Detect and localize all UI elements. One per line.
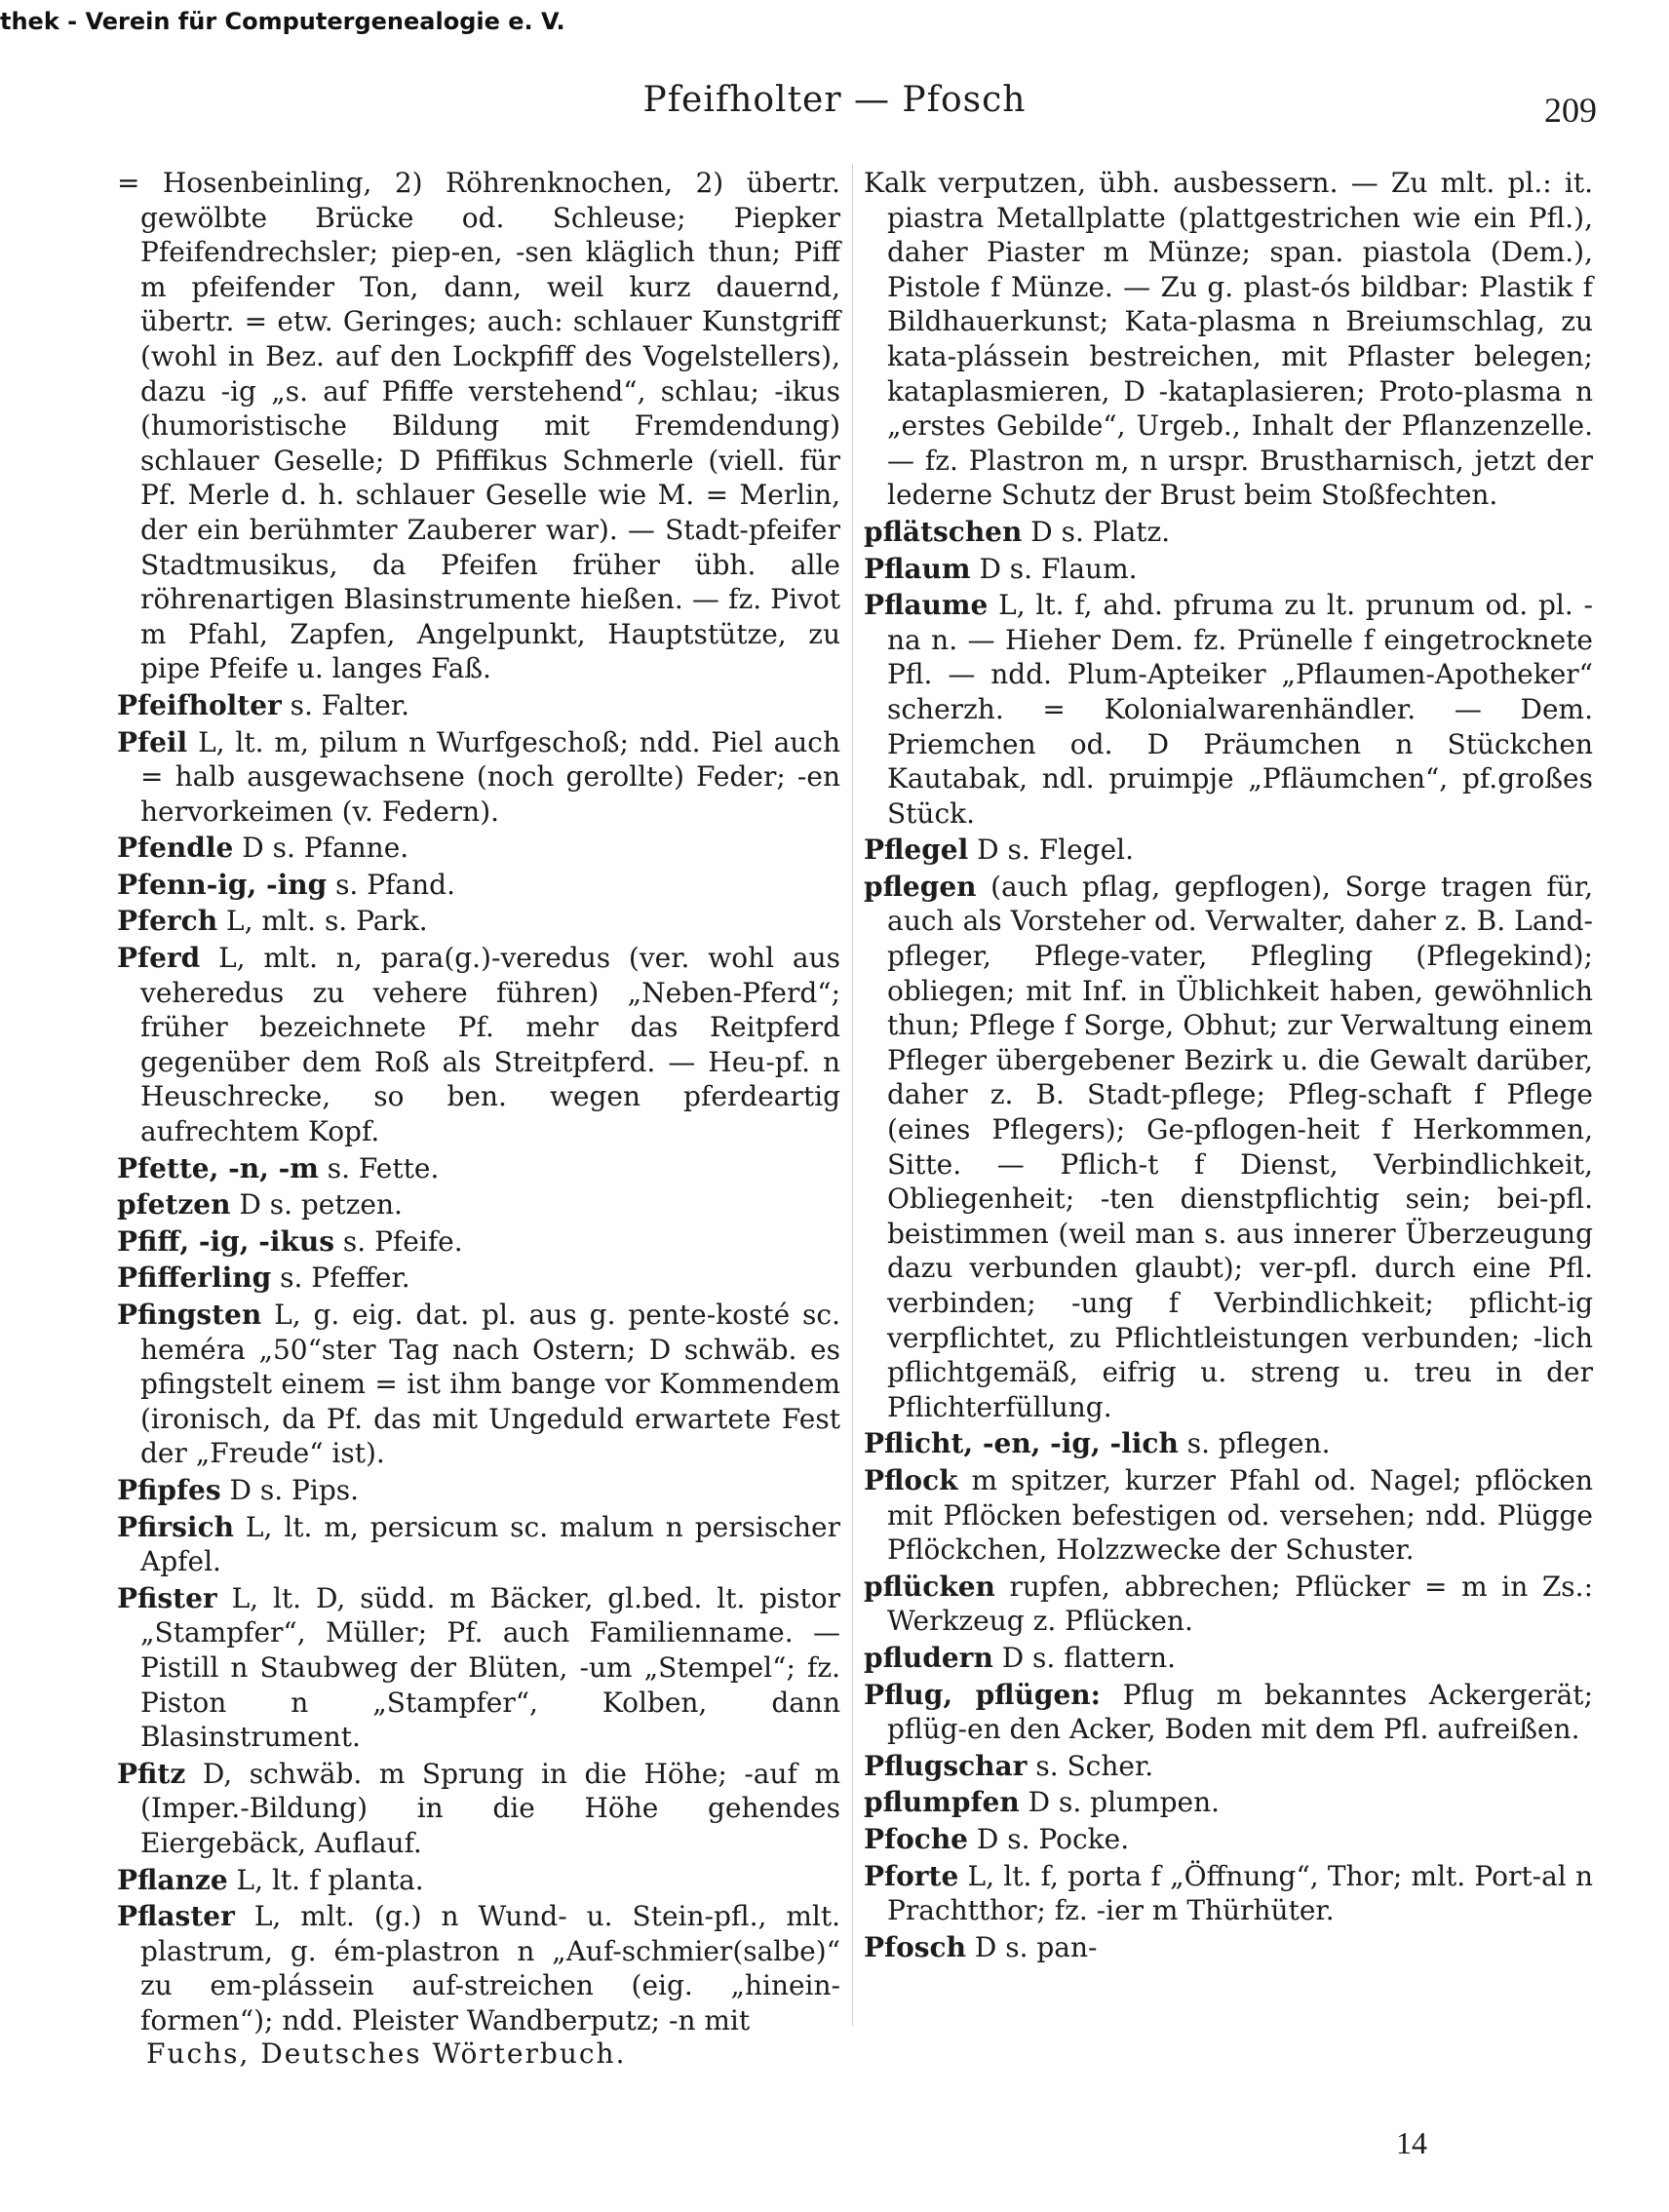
entry-headword: pfludern	[864, 1641, 993, 1674]
dictionary-entry	[117, 1224, 840, 1260]
entry-headword: Pflugschar	[864, 1749, 1028, 1782]
dictionary-entry	[117, 1151, 840, 1186]
dictionary-entry	[864, 1749, 1593, 1784]
entry-headword: Pfirsich	[117, 1510, 234, 1543]
entry-definition: (auch pflag, gepflogen), Sorge tragen für, auch als Vorsteher od. Verwalter, daher z. B. Land-pfleger, Pflege-vater, Pflegling (Pflegekind); obliegen; mit Inf. in Üblichkeit haben, gewöhnlich thun; Pflege f Sorge, Obhut; zur Verwaltung einem Pfleger übergebener Bezirk u. die Gewalt darüber, daher z. B. Stadt-pflege; Pfleg-schaft f Pflege (eines Pflegers); Ge-pflogen-heit f Herkommen, Sitte. — Pflich-t f Dienst, Verbindlichkeit, Obliegenheit; -ten dienstpflichtig sein; bei-pfl. beistimmen (weil man s. aus innerer Überzeugung dazu verbunden glaubt); ver-pfl. durch eine Pfl. verbinden; -ung f Verbindlichkeit; pflicht-ig verpflichtet, zu Pflichtleistungen verbunden; -lich pflichtgemäß, eifrig u. streng u. treu in der Pflichterfüllung.	[887, 870, 1593, 1423]
dictionary-entry	[117, 1757, 840, 1861]
dictionary-entry	[864, 1930, 1593, 1965]
entry-definition: s. Pfeife.	[342, 1224, 463, 1258]
sheet-number: 14	[1396, 2125, 1427, 2160]
dictionary-entry	[864, 833, 1593, 868]
dictionary-entry	[117, 1261, 840, 1296]
entry-definition: D s. pan-	[974, 1930, 1098, 1963]
dictionary-entry	[117, 1510, 840, 1579]
entry-headword: pflegen	[864, 870, 977, 903]
entry-definition: D s. Pocke.	[976, 1822, 1130, 1855]
entry-headword: Pfipfes	[117, 1473, 221, 1506]
entry-definition: L, lt. m, persicum sc. malum n persischer Apfel.	[140, 1510, 840, 1578]
entry-definition: s. pflegen.	[1186, 1427, 1331, 1460]
entry-definition: s. Fette.	[327, 1151, 440, 1184]
entry-definition: D s. Pfanne.	[242, 832, 409, 865]
entry-headword: Pflaume	[864, 589, 989, 622]
page-number: 209	[1544, 91, 1597, 130]
entry-headword: Pfifferling	[117, 1261, 272, 1295]
entry-headword: Pflicht, -en, -ig, -lich	[864, 1427, 1179, 1460]
entry-headword: pflücken	[864, 1570, 995, 1603]
dictionary-entry	[864, 1463, 1593, 1568]
entry-headword: pflätschen	[864, 515, 1023, 548]
dictionary-entry	[864, 515, 1593, 550]
entry-headword: Pfenn-ig, -ing	[117, 868, 328, 901]
entry-headword: Pflug, pflügen:	[864, 1678, 1101, 1711]
entry-headword: Pfingsten	[117, 1299, 262, 1331]
entry-headword: Pfoche	[864, 1822, 968, 1855]
left-column	[117, 166, 840, 2039]
entry-headword: Pfitz	[117, 1757, 186, 1790]
entry-definition: = Hosenbeinling, 2) Röhrenknochen, 2) übertr. gewölbte Brücke od. Schleuse; Piepker Pfeifendrechsler; piep-en, -sen kläglich thun; Piff m pfeifender Ton, dann, weil kurz dauernd, übertr. = etw. Geringes; auch: schlauer Kunstgriff (wohl in Bez. auf den Lockpfiff des Vogelstellers), dazu -ig „s. auf Pfiffe verstehend“, schlau; -ikus (humoristische Bildung mit Fremdendung) schlauer Geselle; D Pfiffikus Schmerle (viell. für Pf. Merle d. h. schlauer Geselle wie M. = Merlin, der ein berühmter Zauberer war). — Stadt-pfeifer Stadtmusikus, da Pfeifen früher übh. alle röhrenartigen Blasinstrumente hießen. — fz. Pivot m Pfahl, Zapfen, Angelpunkt, Hauptstütze, zu pipe Pfeife u. langes Faß.	[117, 167, 840, 685]
dictionary-entry	[117, 1473, 840, 1508]
dictionary-entry	[864, 166, 1593, 513]
entry-headword: Pfister	[117, 1581, 217, 1614]
dictionary-entry	[117, 1899, 840, 2037]
entry-definition: s. Pfand.	[335, 868, 455, 901]
entry-definition: D s. plumpen.	[1028, 1786, 1221, 1819]
entry-definition: D s. flattern.	[1001, 1641, 1176, 1674]
entry-headword: Pforte	[864, 1859, 959, 1892]
entry-headword: Pferd	[117, 942, 201, 975]
entry-definition: D s. Platz.	[1030, 515, 1171, 548]
dictionary-entry	[117, 941, 840, 1149]
column-divider	[852, 164, 853, 2026]
entry-definition: D s. Flegel.	[977, 834, 1134, 867]
dictionary-entry	[117, 1863, 840, 1898]
entry-definition: L, lt. f planta.	[236, 1863, 424, 1896]
entry-headword: Pferch	[117, 905, 218, 938]
dictionary-entry	[864, 1570, 1593, 1639]
entry-headword: Pfette, -n, -m	[117, 1151, 319, 1184]
dictionary-entry	[117, 1298, 840, 1471]
dictionary-entry	[864, 1641, 1593, 1676]
entry-definition: L, g. eig. dat. pl. aus g. pente-kosté sc. heméra „50“ster Tag nach Ostern; D schwäb. es pfingstelt einem = ist ihm bange vor Kommendem (ironisch, da Pf. das mit Ungeduld erwartete Fest der „Freude“ ist).	[140, 1299, 840, 1470]
entry-definition: L, lt. f, ahd. pfruma zu lt. prunum od. pl. -na n. — Hieher Dem. fz. Prünelle f eingetrocknete Pfl. — ndd. Plum-Apteiker „Pflaumen-Apotheker“ scherzh. = Kolonialwarenhändler. — Dem. Priemchen od. D Präumchen n Stückchen Kautabak, ndl. pruimpje „Pfläumchen“, pf.großes Stück.	[887, 589, 1593, 830]
entry-definition: L, lt. f, porta f „Öffnung“, Thor; mlt. Port-al n Prachtthor; fz. -ier m Thürhüter.	[887, 1859, 1594, 1927]
entry-headword: pflumpfen	[864, 1786, 1020, 1819]
entry-definition: m spitzer, kurzer Pfahl od. Nagel; pflöcken mit Pflöcken befestigen od. versehen; ndd. Plügge Pflöckchen, Holzzwecke der Schuster.	[887, 1463, 1593, 1567]
dictionary-entry	[864, 588, 1593, 831]
dictionary-entry	[117, 688, 840, 723]
entry-headword: Pflock	[864, 1463, 958, 1496]
entry-definition: L, mlt. s. Park.	[225, 905, 428, 938]
entry-definition: L, mlt. (g.) n Wund- u. Stein-pfl., mlt. plastrum, g. ém-plastron n „Auf-schmier(salbe)“ zu em-plássein auf-streichen (eig. „hinein-formen“); ndd. Pleister Wandberputz; -n mit	[140, 1900, 841, 2037]
dictionary-entry	[117, 725, 840, 830]
running-head: Pfeifholter — Pfosch	[642, 80, 1027, 120]
dictionary-entry	[864, 1859, 1593, 1928]
entry-headword: Pflegel	[864, 834, 969, 867]
printer-signature: Fuchs, Deutsches Wörterbuch.	[146, 2037, 627, 2070]
entry-headword: pfetzen	[117, 1188, 231, 1222]
entry-definition: D s. petzen.	[239, 1188, 403, 1222]
entry-headword: Pfiff, -ig, -ikus	[117, 1224, 335, 1258]
entry-headword: Pflaster	[117, 1900, 235, 1933]
entry-headword: Pfosch	[864, 1930, 966, 1963]
dictionary-entry	[117, 904, 840, 939]
right-column	[864, 166, 1593, 1966]
entry-definition: s. Scher.	[1035, 1749, 1154, 1782]
dictionary-entry	[864, 1678, 1593, 1747]
dictionary-entry	[117, 166, 840, 686]
dictionary-entry	[117, 1187, 840, 1222]
watermark-text: thek - Verein für Computergenealogie e. V.	[0, 8, 565, 35]
entry-definition: L, mlt. n, para(g.)-veredus (ver. wohl aus veheredus zu vehere führen) „Neben-Pferd“; früher bezeichnete Pf. mehr das Reitpferd gegenüber dem Roß als Streitpferd. — Heu-pf. n Heuschrecke, so ben. wegen pferdeartig aufrechtem Kopf.	[140, 942, 840, 1148]
entry-definition: Kalk verputzen, übh. ausbessern. — Zu mlt. pl.: it. piastra Metallplatte (plattgestrichen wie ein Pfl.), daher Piaster m Münze; span. piastola (Dem.), Pistole f Münze. — Zu g. plast-ós bildbar: Plastik f Bildhauerkunst; Kata-plasma n Breiumschlag, zu kata-plássein bestreichen, mit Pflaster belegen; kataplasmieren, D -kataplasieren; Proto-plasma n „erstes Gebilde“, Urgeb., Inhalt der Pflanzenzelle. — fz. Plastron m, n urspr. Brustharnisch, jetzt der lederne Schutz der Brust beim Stoßfechten.	[864, 167, 1593, 512]
dictionary-entry	[864, 1426, 1593, 1461]
entry-headword: Pfendle	[117, 832, 234, 865]
dictionary-entry	[864, 1822, 1593, 1857]
entry-definition: L, lt. D, südd. m Bäcker, gl.bed. lt. pistor „Stampfer“, Müller; Pf. auch Familienname. — Pistill n Staubweg der Blüten, -um „Stempel“; fz. Piston n „Stampfer“, Kolben, dann Blasinstrument.	[140, 1581, 840, 1754]
entry-definition: D s. Flaum.	[979, 552, 1138, 585]
entry-definition: s. Pfeffer.	[280, 1261, 410, 1295]
dictionary-entry	[864, 870, 1593, 1425]
entry-definition: D s. Pips.	[229, 1473, 360, 1506]
entry-definition: D, schwäb. m Sprung in die Höhe; -auf m (Imper.-Bildung) in die Höhe gehendes Eiergebäck, Auflauf.	[140, 1757, 840, 1859]
entry-headword: Pfeifholter	[117, 688, 282, 721]
dictionary-entry	[117, 1581, 840, 1755]
entry-headword: Pfeil	[117, 725, 188, 758]
entry-headword: Pflaum	[864, 552, 971, 585]
entry-definition: Pflug m bekanntes Ackergerät; pflüg-en den Acker, Boden mit dem Pfl. aufreißen.	[887, 1678, 1593, 1746]
entry-headword: Pflanze	[117, 1863, 228, 1896]
entry-definition: s. Falter.	[290, 688, 410, 721]
dictionary-entry	[864, 1785, 1593, 1820]
entry-definition: L, lt. m, pilum n Wurfgeschoß; ndd. Piel auch = halb ausgewachsene (noch gerollte) Feder; -en hervorkeimen (v. Federn).	[140, 725, 841, 828]
entry-definition: rupfen, abbrechen; Pflücker = m in Zs.: Werkzeug z. Pflücken.	[887, 1570, 1594, 1638]
dictionary-entry	[864, 552, 1593, 587]
dictionary-entry	[117, 868, 840, 903]
dictionary-entry	[117, 831, 840, 866]
